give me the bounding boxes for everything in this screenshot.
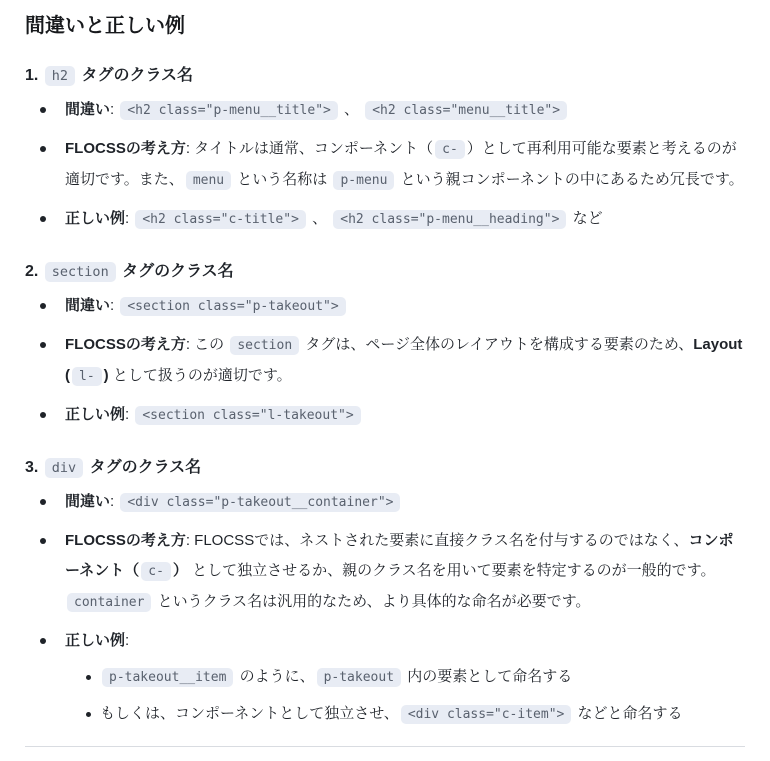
inline-code-chip: div	[45, 458, 83, 478]
inline-code-chip: <div class="p-takeout__container">	[120, 493, 400, 512]
text-run: : FLOCSSでは、ネストされた要素に直接クラス名を付与するのではなく、	[185, 532, 689, 549]
section-1-bullet-list	[25, 95, 745, 235]
text-run: :	[110, 297, 119, 314]
bullet-text	[65, 204, 745, 235]
bold-text-run: 間違い	[65, 297, 111, 314]
bullet-text	[65, 95, 745, 126]
bullet-text	[65, 487, 745, 518]
section-2-heading	[25, 261, 745, 283]
inline-code-chip: <section class="l-takeout">	[135, 406, 360, 425]
bullet-marker	[37, 626, 65, 736]
inline-code-chip: <h2 class="menu__title">	[365, 101, 567, 120]
bold-text-run: Layout (	[65, 336, 743, 384]
bullet-marker	[37, 95, 65, 126]
bullet-marker	[37, 400, 65, 431]
section-3-heading	[25, 457, 745, 479]
text-run: :	[125, 406, 134, 423]
inline-code-chip: p-takeout__item	[102, 668, 233, 687]
section-2-bullet-list	[25, 291, 745, 431]
nested-list-item	[65, 662, 745, 693]
text-run: 、	[339, 101, 364, 118]
text-run: 、	[307, 210, 332, 227]
list-item	[25, 400, 745, 431]
text-run: もしくは、コンポーネントとして独立させ、	[100, 705, 399, 722]
bullet-label	[65, 626, 745, 656]
bullet-text	[65, 134, 745, 196]
bold-text-run: 間違い	[65, 101, 111, 118]
bold-text-run: タグのクラス名	[85, 459, 202, 476]
list-item	[25, 487, 745, 518]
section-2	[25, 261, 745, 431]
inline-code-chip: container	[67, 593, 151, 612]
inline-code-chip: h2	[45, 66, 75, 86]
bold-text-run: 2.	[25, 263, 43, 280]
inline-code-chip: section	[230, 336, 299, 355]
text-run: など	[568, 210, 603, 227]
bold-text-run: 正しい例	[65, 632, 126, 649]
inline-code-chip: section	[45, 262, 116, 282]
text-run: という親コンポーネントの中にあるため冗長です。	[396, 171, 744, 188]
inline-code-chip: c-	[435, 140, 465, 159]
text-run: ）として再利用可能な要素と考えるのが適切です。また、	[65, 140, 737, 188]
bullet-marker	[37, 330, 65, 392]
page-title: 間違いと正しい例	[25, 15, 185, 37]
bullet-text	[65, 400, 745, 431]
text-run: のように、	[235, 668, 315, 685]
bold-text-run: FLOCSSの考え方	[65, 532, 186, 549]
bullet-text	[65, 526, 745, 618]
bullet-marker	[37, 204, 65, 235]
bullet-marker	[37, 526, 65, 618]
bullet-text	[65, 626, 745, 736]
bold-text-run: タグのクラス名	[117, 263, 234, 280]
inline-code-chip: c-	[141, 562, 171, 581]
inline-code-chip: <h2 class="p-menu__heading">	[333, 210, 566, 229]
text-run: : この	[185, 336, 229, 353]
nested-bullet-list	[65, 662, 745, 730]
inline-code-chip: p-menu	[333, 171, 394, 190]
section-1	[25, 65, 745, 235]
bold-text-run: 1.	[25, 67, 43, 84]
text-run: :	[125, 632, 130, 649]
bold-text-run: FLOCSSの考え方	[65, 140, 186, 157]
bold-text-run: 間違い	[65, 493, 111, 510]
bold-text-run: ）	[172, 562, 188, 579]
bullet-text	[100, 699, 745, 730]
bold-text-run: 3.	[25, 459, 43, 476]
bold-text-run: 正しい例	[65, 210, 126, 227]
list-item	[25, 291, 745, 322]
bullet-marker	[84, 662, 100, 693]
text-run: : タイトルは通常、コンポーネント（	[185, 140, 434, 157]
text-run: 内の要素として命名する	[403, 668, 573, 685]
bullet-marker	[84, 699, 100, 730]
inline-code-chip: l-	[72, 367, 102, 386]
bottom-divider	[25, 746, 745, 747]
list-item	[25, 526, 745, 618]
text-run: :	[110, 493, 119, 510]
section-3	[25, 457, 745, 736]
text-run: などと命名する	[573, 705, 683, 722]
inline-code-chip: <h2 class="c-title">	[135, 210, 306, 229]
inline-code-chip: p-takeout	[317, 668, 401, 687]
list-item	[25, 626, 745, 736]
list-item	[25, 95, 745, 126]
inline-code-chip: menu	[186, 171, 231, 190]
inline-code-chip: <div class="c-item">	[401, 705, 572, 724]
text-run: というクラス名は汎用的なため、より具体的な命名が必要です。	[153, 593, 591, 610]
bullet-text	[65, 330, 745, 392]
text-run: タグは、ページ全体のレイアウトを構成する要素のため、	[301, 336, 694, 353]
text-run: :	[110, 101, 119, 118]
bold-text-run: 正しい例	[65, 406, 126, 423]
bold-text-run: )	[103, 367, 109, 384]
list-item	[25, 134, 745, 196]
text-run: として独立させるか、親のクラス名を用いて要素を特定するのが一般的です。	[187, 562, 716, 579]
nested-list-item	[65, 699, 745, 730]
text-run: という名称は	[233, 171, 332, 188]
bullet-text	[65, 291, 745, 322]
list-item	[25, 204, 745, 235]
section-1-heading	[25, 65, 745, 87]
bold-text-run: コンポーネント（	[65, 532, 734, 579]
bullet-marker	[37, 291, 65, 322]
text-run: として扱うのが適切です。	[108, 367, 292, 384]
text-run: :	[125, 210, 134, 227]
inline-code-chip: <section class="p-takeout">	[120, 297, 345, 316]
bullet-marker	[37, 487, 65, 518]
bold-text-run: タグのクラス名	[77, 67, 194, 84]
bullet-text	[100, 662, 745, 693]
bold-text-run: FLOCSSの考え方	[65, 336, 186, 353]
section-3-bullet-list	[25, 487, 745, 736]
inline-code-chip: <h2 class="p-menu__title">	[120, 101, 338, 120]
bullet-marker	[37, 134, 65, 196]
list-item	[25, 330, 745, 392]
